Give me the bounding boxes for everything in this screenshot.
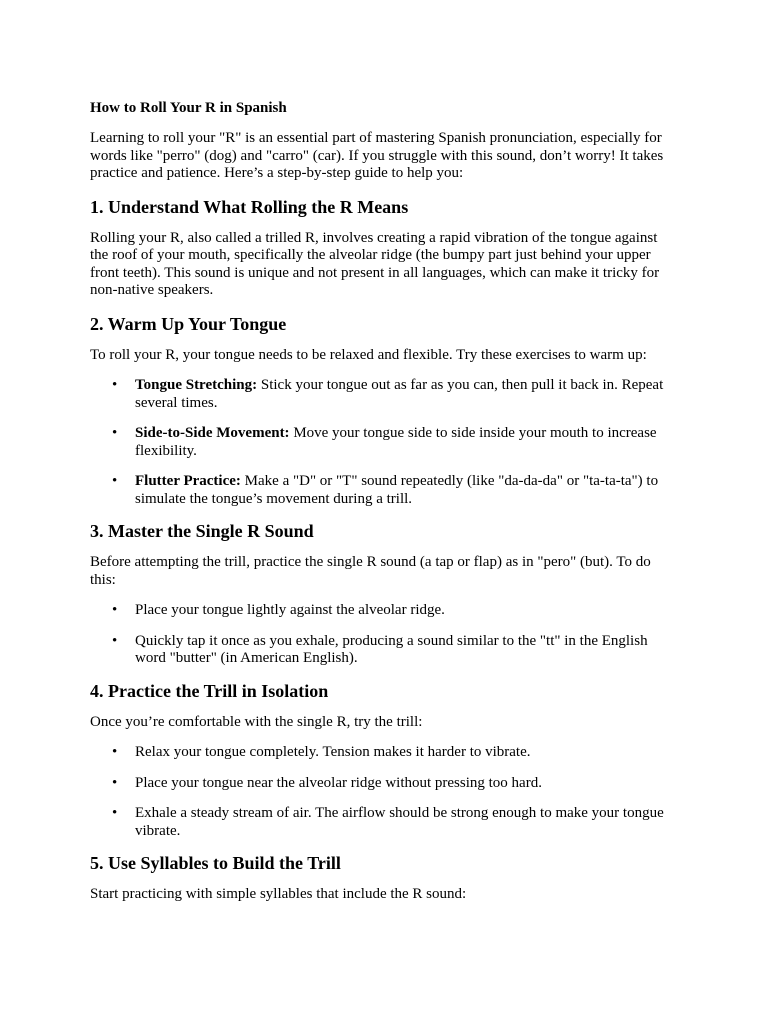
- bullet-icon: •: [112, 632, 118, 649]
- list-item-text: Move your tongue side to side inside your mouth to increase flexibility.: [135, 425, 657, 459]
- list-item: [90, 377, 678, 412]
- section-paragraph: Start practicing with simple syllables that include the R sound:: [90, 886, 467, 902]
- list-item: [90, 744, 678, 762]
- list-item: [90, 805, 678, 840]
- list-item: [90, 473, 678, 508]
- list-item-text: Stick your tongue out as far as you can, then pull it back in. Repeat several times.: [135, 377, 664, 411]
- bullet-icon: •: [112, 377, 118, 393]
- section-heading: 4. Practice the Trill in Isolation: [90, 680, 329, 701]
- section-heading: 5. Use Syllables to Build the Trill: [90, 853, 341, 873]
- bullet-list: [90, 602, 678, 668]
- list-item-text: Place your tongue lightly against the alveolar ridge.: [135, 602, 445, 618]
- list-item: [90, 602, 678, 620]
- section-heading: 1. Understand What Rolling the R Means: [90, 196, 409, 217]
- list-item-term: Flutter Practice:: [135, 473, 241, 489]
- section-paragraph: To roll your R, your tongue needs to be relaxed and flexible. Try these exercises to warm up:: [90, 346, 647, 363]
- document-title: How to Roll Your R in Spanish: [90, 100, 287, 116]
- list-item: [90, 775, 678, 793]
- section-paragraph: Rolling your R, also called a trilled R, involves creating a rapid vibration of the tongue against the roof of your mouth, specifically the alveolar ridge (the bumpy part just behind your upper front teeth). This sound is unique and not present in all languages, which can make it tricky for non-native speakers.: [90, 229, 660, 298]
- bullet-list: [90, 377, 678, 508]
- section-paragraph: Once you’re comfortable with the single R, try the trill:: [90, 713, 423, 730]
- intro-paragraph: Learning to roll your "R" is an essential part of mastering Spanish pronunciation, especially for words like "perro" (dog) and "carro" (car). If you struggle with this sound, don’t worry! It takes practice and patience. Here’s a step-by-step guide to help you:: [90, 130, 664, 181]
- bullet-icon: •: [112, 473, 118, 489]
- list-item: [90, 425, 678, 460]
- list-item-text: Quickly tap it once as you exhale, producing a sound similar to the "tt" in the English word "butter" (in American English).: [135, 632, 648, 666]
- list-item-term: Side-to-Side Movement:: [135, 425, 290, 441]
- bullet-icon: •: [112, 744, 118, 760]
- list-item-text: Exhale a steady stream of air. The airflow should be strong enough to make your tongue vibrate.: [135, 805, 664, 839]
- list-item-term: Tongue Stretching:: [135, 377, 258, 393]
- list-item: [90, 633, 678, 668]
- bullet-icon: •: [112, 602, 118, 618]
- bullet-icon: •: [112, 774, 118, 791]
- section-paragraph: Before attempting the trill, practice the single R sound (a tap or flap) as in "pero" (but). To do this:: [90, 554, 651, 588]
- list-item-text: Place your tongue near the alveolar ridge without pressing too hard.: [135, 774, 542, 791]
- section-heading: 2. Warm Up Your Tongue: [90, 313, 287, 334]
- list-item-text: Relax your tongue completely. Tension makes it harder to vibrate.: [135, 744, 531, 760]
- section-heading: 3. Master the Single R Sound: [90, 521, 314, 541]
- bullet-icon: •: [112, 425, 118, 441]
- list-item-text: Make a "D" or "T" sound repeatedly (like "da-da-da" or "ta-ta-ta") to simulate the tongue’s movement during a trill.: [135, 473, 659, 507]
- bullet-list: [90, 744, 678, 840]
- bullet-icon: •: [112, 805, 118, 821]
